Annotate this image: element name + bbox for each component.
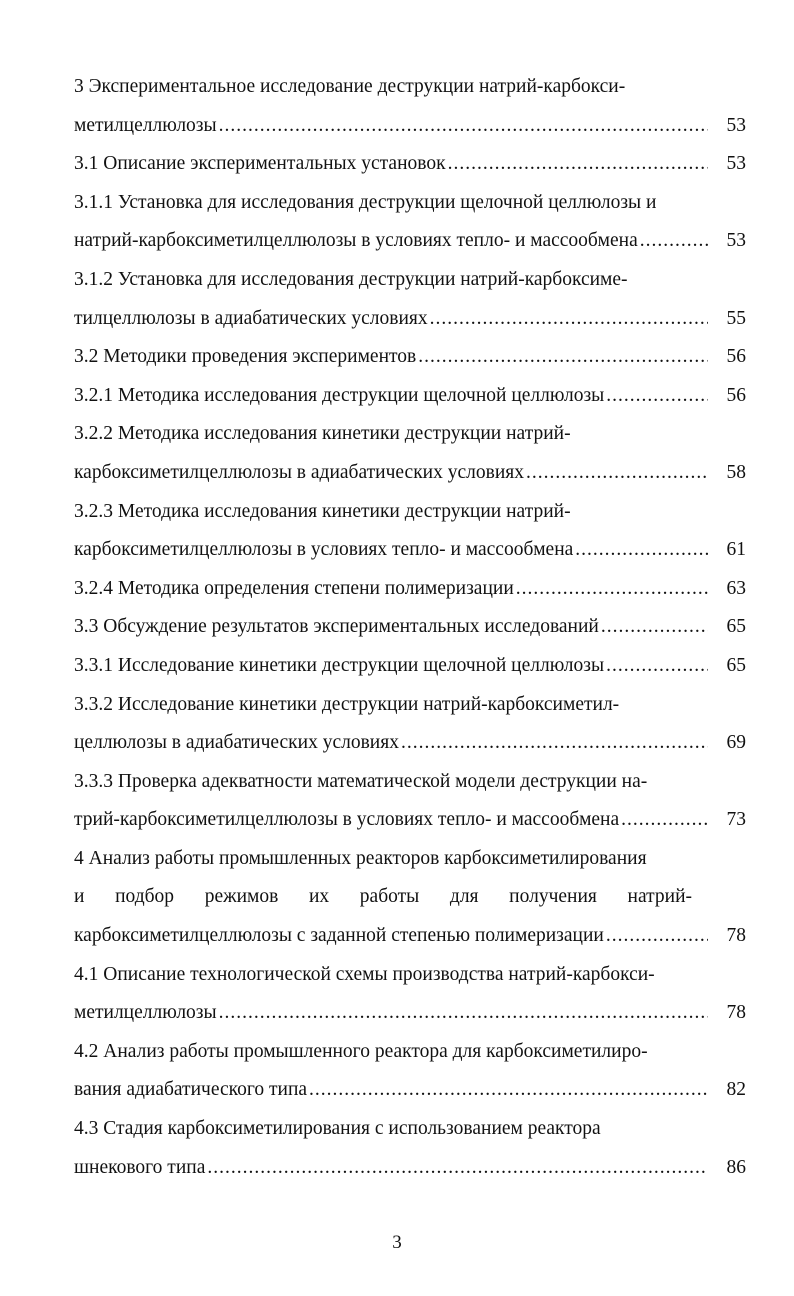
dot-leader [219, 994, 708, 1033]
toc-entry-leader-line [74, 338, 746, 377]
toc-entry [74, 840, 746, 956]
page-number: 3 [392, 1232, 402, 1253]
toc-entry-line: 3.2.3 Методика исследования кинетики деструкции натрий- [74, 500, 571, 522]
toc-entry-title: тилцеллюлозы в адиабатических условиях [74, 307, 428, 329]
toc-entry-line: 3.2.2 Методика исследования кинетики деструкции натрий- [74, 423, 571, 445]
dot-leader [207, 1149, 708, 1188]
toc-entry-line: 3.3.2 Исследование кинетики деструкции натрий-карбоксиметил- [74, 693, 620, 715]
dot-leader [516, 570, 708, 609]
toc-entry-leader-line [74, 801, 746, 840]
toc-entry-line: 3.3.3 Проверка адекватности математической модели деструкции на- [74, 770, 648, 792]
dot-leader [526, 454, 708, 493]
toc-entry-title: метилцеллюлозы [74, 114, 217, 136]
dot-leader [219, 107, 708, 146]
toc-entry-line: 4.2 Анализ работы промышленного реактора для карбоксиметилиро- [74, 1040, 648, 1062]
toc-entry [74, 647, 746, 686]
toc-page-number: 78 [726, 1002, 746, 1024]
toc-entry-leader-line [74, 531, 746, 570]
toc-page-number: 86 [726, 1156, 746, 1178]
dot-leader [575, 531, 708, 570]
toc-entry-title: 3.1 Описание экспериментальных установок [74, 153, 446, 175]
dot-leader [418, 338, 708, 377]
toc-page-number: 73 [726, 809, 746, 831]
toc-entry [74, 493, 746, 570]
toc-entry-line: 3.1.2 Установка для исследования деструкции натрий-карбоксиме- [74, 268, 628, 290]
toc-entry-leader-line [74, 994, 746, 1033]
toc-entry-line: 3 Экспериментальное исследование деструкции натрий-карбокси- [74, 76, 626, 97]
toc-entry [74, 1033, 746, 1110]
toc-entry [74, 184, 746, 261]
toc-entry-leader-line [74, 724, 746, 763]
toc-page-number: 53 [726, 114, 746, 136]
toc-entry-leader-line [74, 608, 746, 647]
toc-entry-title: шнекового типа [74, 1156, 206, 1178]
toc-entry-title: целлюлозы в адиабатических условиях [74, 732, 399, 754]
toc-page-number: 78 [726, 925, 746, 947]
toc-entry-leader-line [74, 454, 746, 493]
toc-page-number: 53 [726, 230, 746, 252]
toc-entry [74, 145, 746, 184]
table-of-contents [74, 68, 746, 1187]
toc-entry [74, 763, 746, 840]
toc-entry-line: 4.3 Стадия карбоксиметилирования с использованием реактора [74, 1118, 601, 1140]
toc-entry-leader-line [74, 1071, 746, 1110]
toc-entry-line: 4.1 Описание технологической схемы производства натрий-карбокси- [74, 963, 655, 985]
dot-leader [640, 222, 708, 261]
toc-entry-title: 3.2 Методики проведения экспериментов [74, 346, 417, 368]
toc-page-number: 65 [726, 616, 746, 638]
dot-leader [606, 647, 708, 686]
dot-leader [309, 1071, 708, 1110]
toc-page-number: 61 [726, 539, 746, 561]
toc-entry-title: карбоксиметилцеллюлозы с заданной степенью полимеризации [74, 925, 604, 947]
toc-entry-line: 4 Анализ работы промышленных реакторов карбоксиметилирования [74, 847, 647, 869]
toc-entry-title: 3.2.4 Методика определения степени полимеризации [74, 577, 514, 599]
toc-entry-leader-line [74, 107, 746, 146]
toc-entry [74, 1110, 746, 1187]
toc-entry-leader-line [74, 917, 746, 956]
toc-page-number: 65 [726, 654, 746, 676]
toc-entry-title: карбоксиметилцеллюлозы в адиабатических условиях [74, 461, 524, 483]
toc-entry [74, 415, 746, 492]
dot-leader [601, 608, 708, 647]
toc-entry-title: трий-карбоксиметилцеллюлозы в условиях тепло- и массообмена [74, 809, 620, 831]
toc-entry-title: натрий-карбоксиметилцеллюлозы в условиях тепло- и массообмена [74, 230, 638, 252]
toc-entry-leader-line [74, 1149, 746, 1188]
toc-entry [74, 956, 746, 1033]
toc-entry-title: вания адиабатического типа [74, 1079, 308, 1101]
toc-page-number: 53 [726, 153, 746, 175]
toc-page-number: 69 [726, 732, 746, 754]
toc-entry [74, 686, 746, 763]
toc-entry-leader-line [74, 570, 746, 609]
toc-entry [74, 68, 746, 145]
toc-entry-title: 3.2.1 Методика исследования деструкции щелочной целлюлозы [74, 384, 605, 406]
toc-entry-line: 3.1.1 Установка для исследования деструкции щелочной целлюлозы и [74, 191, 657, 213]
dot-leader [430, 300, 708, 339]
toc-entry-title: карбоксиметилцеллюлозы в условиях тепло- и массообмена [74, 539, 574, 561]
toc-entry-leader-line [74, 145, 746, 184]
toc-entry [74, 338, 746, 377]
dot-leader [621, 801, 708, 840]
toc-entry-title: метилцеллюлозы [74, 1002, 217, 1024]
toc-entry [74, 261, 746, 338]
toc-entry-title: 3.3 Обсуждение результатов экспериментальных исследований [74, 616, 599, 638]
toc-entry [74, 377, 746, 416]
toc-page-number: 58 [726, 461, 746, 483]
toc-entry-leader-line [74, 377, 746, 416]
toc-entry-leader-line [74, 300, 746, 339]
dot-leader [448, 145, 708, 184]
toc-entry-leader-line [74, 647, 746, 686]
toc-entry-leader-line [74, 222, 746, 261]
toc-page-number: 56 [726, 384, 746, 406]
toc-entry-line: и подбор режимов их работы для получения натрий- [74, 886, 692, 908]
toc-entry [74, 608, 746, 647]
dot-leader [606, 377, 708, 416]
toc-entry-title: 3.3.1 Исследование кинетики деструкции щелочной целлюлозы [74, 654, 605, 676]
dot-leader [401, 724, 708, 763]
toc-page-number: 55 [726, 307, 746, 329]
toc-page-number: 56 [726, 346, 746, 368]
dot-leader [606, 917, 708, 956]
toc-entry [74, 570, 746, 609]
toc-page-number: 82 [726, 1079, 746, 1101]
toc-page-number: 63 [726, 577, 746, 599]
